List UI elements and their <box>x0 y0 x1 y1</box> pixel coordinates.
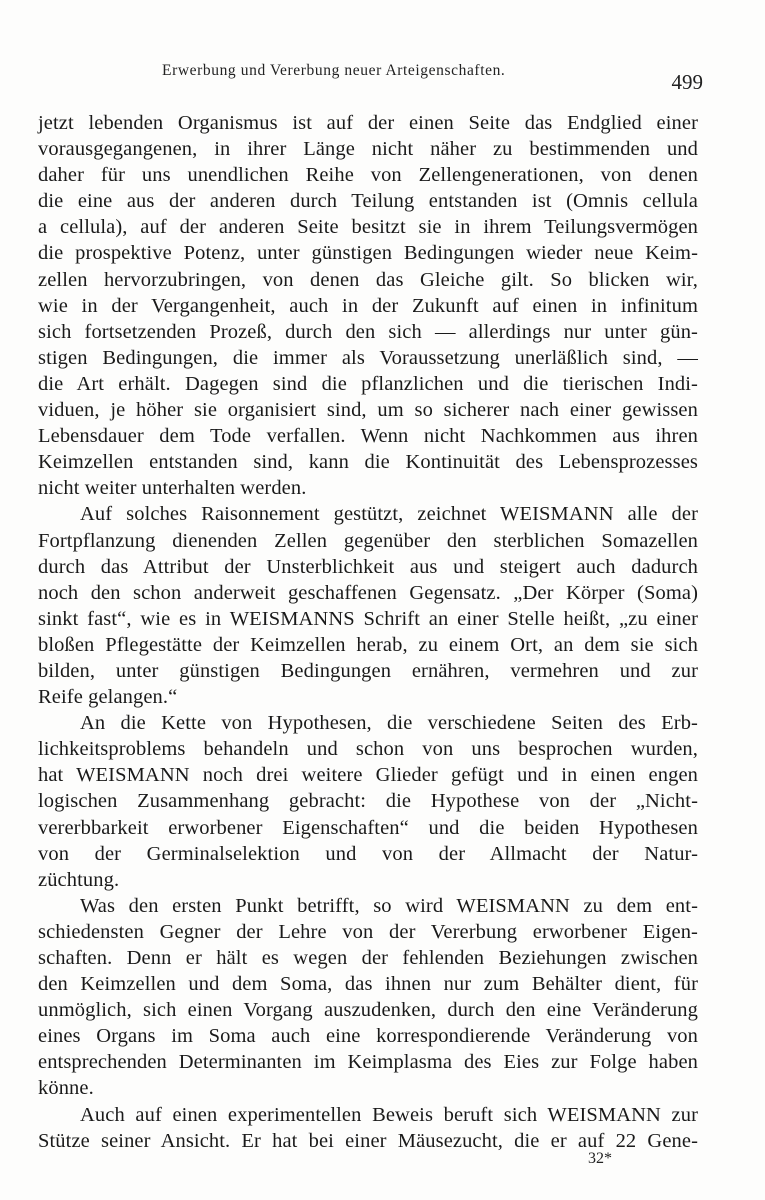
text-line: von der Germinalselektion und von der Allmacht der Natur- <box>38 842 698 865</box>
text-line: durch das Attribut der Unsterblichkeit aus und steigert auch dadurch <box>38 555 698 578</box>
paragraph <box>38 893 698 1102</box>
text-line: lichkeitsproblems behandeln und schon von uns besprochen wurden, <box>38 738 698 761</box>
text-line: zellen hervorzubringen, von denen das Gleiche gilt. So blicken wir, <box>38 268 698 291</box>
text-line: bloßen Pflegestätte der Keimzellen herab, zu einem Ort, an dem sie sich <box>38 633 698 656</box>
text-line: An die Kette von Hypothesen, die verschiedene Seiten des Erb- <box>80 712 698 735</box>
text-line: sich fortsetzenden Prozeß, durch den sich — allerdings nur unter gün- <box>38 320 698 343</box>
running-title: Erwerbung und Vererbung neuer Arteigenschaften. <box>162 62 506 79</box>
text-line: bilden, unter günstigen Bedingungen ernähren, vermehren und zur <box>38 659 698 682</box>
text-line: eines Organs im Soma auch eine korrespondierende Veränderung von <box>38 1025 698 1048</box>
text-line: jetzt lebenden Organismus ist auf der einen Seite das Endglied einer <box>38 112 698 134</box>
text-line: viduen, je höher sie organisiert sind, um so sicherer nach einer gewissen <box>38 399 698 422</box>
text-line: daher für uns unendlichen Reihe von Zellengenerationen, von denen <box>38 164 698 187</box>
text-line: wie in der Vergangenheit, auch in der Zukunft auf einen in infinitum <box>38 294 698 317</box>
signature-mark: 32* <box>588 1150 612 1167</box>
paragraph <box>38 710 698 893</box>
text-line: den Keimzellen und dem Soma, das ihnen nur zum Behälter dient, für <box>38 973 698 996</box>
text-line: unmöglich, sich einen Vorgang auszudenken, durch den eine Veränderung <box>38 999 698 1022</box>
text-line: vorausgegangenen, in ihrer Länge nicht näher zu bestimmenden und <box>38 138 698 161</box>
text-line: schaften. Denn er hält es wegen der fehlenden Beziehungen zwischen <box>38 947 698 969</box>
text-line: vererbbarkeit erworbener Eigenschaften“ und die beiden Hypothesen <box>38 816 698 839</box>
text-line: Was den ersten Punkt betrifft, so wird WEISMANN zu dem ent- <box>80 894 698 917</box>
text-line: sinkt fast“, wie es in WEISMANNS Schrift an einer Stelle heißt, „zu einer <box>38 607 698 630</box>
text-line: Stütze seiner Ansicht. Er hat bei einer Mäusezucht, die er auf 22 Gene- <box>38 1129 698 1152</box>
paragraph <box>38 110 698 501</box>
text-line: Auch auf einen experimentellen Beweis beruft sich WEISMANN zur <box>80 1103 698 1126</box>
page-number: 499 <box>671 70 703 94</box>
text-line: noch den schon anderweit geschaffenen Gegensatz. „Der Körper (Soma) <box>38 581 698 604</box>
running-head <box>0 62 765 94</box>
text-line: hat WEISMANN noch drei weitere Glieder gefügt und in einen engen <box>38 764 698 787</box>
text-line: könne. <box>38 1077 94 1100</box>
paragraph <box>38 1102 698 1154</box>
text-line: stigen Bedingungen, die immer als Voraussetzung unerläßlich sind, — <box>38 346 698 369</box>
paragraph <box>38 501 698 710</box>
text-line: a cellula), auf der anderen Seite besitzt sie in ihrem Teilungsvermögen <box>38 216 698 239</box>
text-line: entsprechenden Determinanten im Keimplasma des Eies zur Folge haben <box>38 1051 698 1074</box>
text-line: schiedensten Gegner der Lehre von der Vererbung erworbener Eigen- <box>38 920 698 943</box>
text-line: nicht weiter unterhalten werden. <box>38 477 307 500</box>
text-line: Lebensdauer dem Tode verfallen. Wenn nicht Nachkommen aus ihren <box>38 425 698 448</box>
text-line: logischen Zusammenhang gebracht: die Hypothese von der „Nicht- <box>38 790 698 813</box>
text-line: Auf solches Raisonnement gestützt, zeichnet WEISMANN alle der <box>80 503 698 526</box>
text-line: die eine aus der anderen durch Teilung entstanden ist (Omnis cellula <box>38 190 698 213</box>
text-line: die Art erhält. Dagegen sind die pflanzlichen und die tierischen Indi- <box>38 372 698 395</box>
text-line: Keimzellen entstanden sind, kann die Kontinuität des Lebensprozesses <box>38 451 698 474</box>
body-text <box>38 110 698 1154</box>
text-line: Reife gelangen.“ <box>38 686 178 709</box>
text-line: Fortpflanzung dienenden Zellen gegenüber den sterblichen Somazellen <box>38 529 698 552</box>
text-line: züchtung. <box>38 868 120 891</box>
text-line: die prospektive Potenz, unter günstigen Bedingungen wieder neue Keim- <box>38 242 698 265</box>
